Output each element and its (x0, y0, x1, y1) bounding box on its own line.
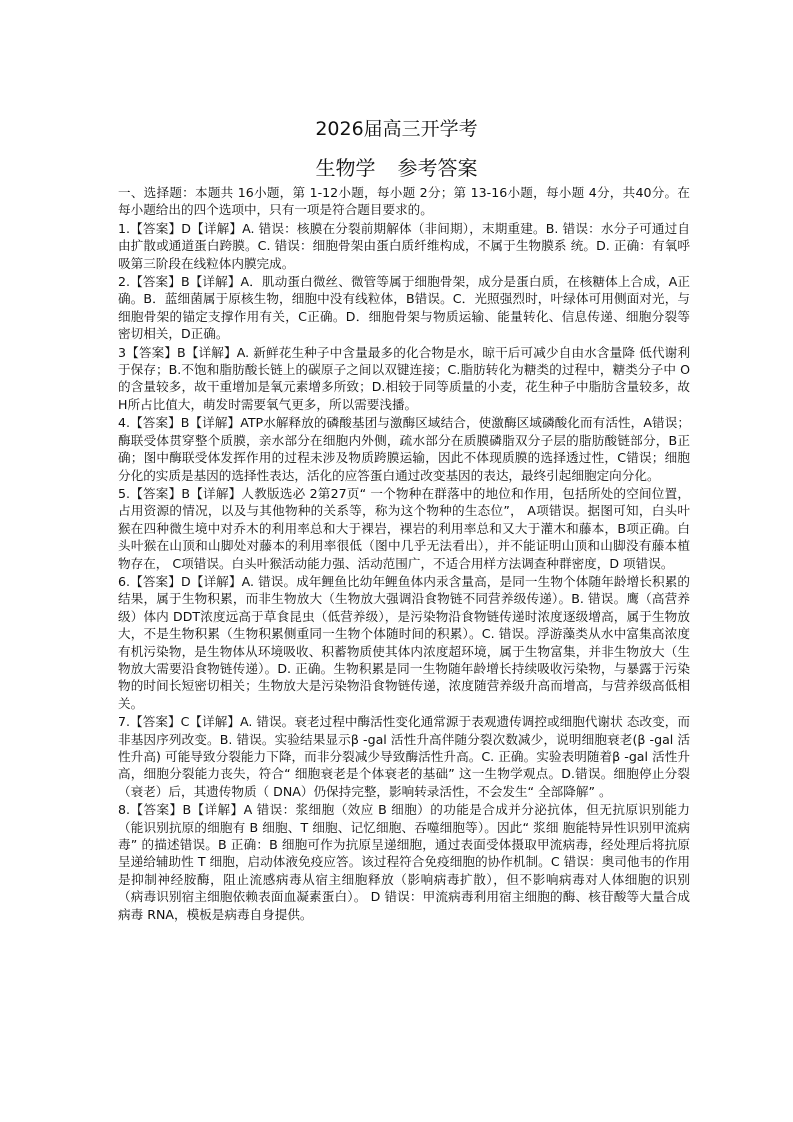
answer-item-3: 3【答案】B【详解】A. 新鲜花生种子中含量最多的化合物是水，晾干后可减少自由水含量降 低代谢利于保存；B.不饱和脂肪酸长链上的碳原子之间以双键连接；C.脂肪转化为糖类的过程中，糖类分子中 O的含量较多，故干重增加是氧元素增多所致；D.相较于同等质量的小麦，花生种子中脂肪含量较多，故 H所占比值大，萌发时需要氧气更多，所以需要浅播。 (118, 344, 690, 412)
section-intro: 一、选择题：本题共 16小题，第 1-12小题，每小题 2分；第 13-16小题，每小题 4分，共40分。在每小题给出的四个选项中，只有一项是符合题目要求的。 (118, 185, 690, 218)
subject-name: 生物学 (315, 156, 376, 180)
answer-item-7: 7.【答案】C【详解】A. 错误。衰老过程中酶活性变化通常源于表观遗传调控或细胞代谢状 态改变，而非基因序列改变。B. 错误。实验结果显示β -gal 活性升高伴随分裂次数减少，说明细胞衰老(β -gal 活性升高) 可能导致分裂能力下降，而非分裂减少导致酶活性升高。C. 正确。实验表明随着β -gal 活性升高，细胞分裂能力丧失，符合“ 细胞衰老是个体衰老的基础” 这一生物学观点。D.错误。细胞停止分裂（衰老）后，其遗传物质（ DNA）仍保持完整，影响转录活性，不会发生“ 全部降解” 。 (118, 714, 690, 799)
answer-key-label: 参考答案 (397, 156, 478, 180)
answer-item-2: 2.【答案】B【详解】A．肌动蛋白微丝、微管等属于细胞骨架，成分是蛋白质，在核糖体上合成，A正确。B．蓝细菌属于原核生物，细胞中没有线粒体，B错误。C．光照强烈时，叶绿体可用侧面对光，与细胞骨架的锚定支撑作用有关，C正确。D．细胞骨架与物质运输、能量转化、信息传递、细胞分裂等密切相关，D正确。 (118, 274, 690, 342)
answer-item-6: 6.【答案】D【详解】A. 错误。成年鲤鱼比幼年鲤鱼体内汞含量高，是同一生物个体随年龄增长积累的结果，属于生物积累，而非生物放大（生物放大强调沿食物链不同营养级传递）。B. 错误。鹰（高营养级）体内 DDT浓度远高于草食昆虫（低营养级），是污染物沿食物链传递时浓度逐级增高，属于生物放大，不是生物积累（生物积累侧重同一生物个体随时间的积累）。C. 错误。浮游藻类从水中富集高浓度有机污染物，是生物体从环境吸收、积蓄物质使其体内浓度超环境，属于生物富集，并非生物放大（生物放大需要沿食物链传递）。D. 正确。生物积累是同一生物随年龄增长持续吸收污染物，与暴露于污染物的时间长短密切相关；生物放大是污染物沿食物链传递，浓度随营养级升高而增高，与营养级高低相关。 (118, 573, 690, 711)
answer-content (118, 184, 690, 923)
answer-item-4: 4.【答案】B【详解】ATP水解释放的磷酸基团与激酶区域结合，使激酶区域磷酸化而有活性，A错误；酶联受体贯穿整个质膜，亲水部分在细胞内外侧，疏水部分在质膜磷脂双分子层的脂肪酸链部分，B正确；图中酶联受体发挥作用的过程未涉及物质跨膜运输，因此不体现质膜的选择透过性，C错误；细胞分化的实质是基因的选择性表达，活化的应答蛋白通过改变基因的表达，最终引起细胞定向分化。 (118, 415, 690, 483)
answer-item-1: 1.【答案】D【详解】A. 错误：核膜在分裂前期解体（非间期），末期重建。B. 错误：水分子可通过自由扩散或通道蛋白跨膜。C. 错误：细胞骨架由蛋白质纤维构成，不属于生物膜系 统。D. 正确：有氧呼吸第三阶段在线粒体内膜完成。 (118, 220, 690, 271)
answer-item-8: 8.【答案】B【详解】A 错误：浆细胞（效应 B 细胞）的功能是合成并分泌抗体，但无抗原识别能力（能识别抗原的细胞有 B 细胞、T 细胞、记忆细胞、吞噬细胞等）。因此“ 浆细 胞能特异性识别甲流病毒” 的描述错误。B 正确：B 细胞可作为抗原呈递细胞，通过表面受体摄取甲流病毒，经处理后将抗原呈递给辅助性 T 细胞，启动体液免疫应答。该过程符合免疫细胞的协作机制。C 错误：奥司他韦的作用是抑制神经胺酶，阻止流感病毒从宿主细胞释放（影响病毒扩散），但不影响病毒对人体细胞的识别（病毒识别宿主细胞依赖表面血凝素蛋白）。 D 错误：甲流病毒利用宿主细胞的酶、核苷酸等大量合成病毒 RNA，模板是病毒自身提供。 (118, 802, 690, 922)
subject-title (0, 152, 793, 181)
answer-item-5: 5.【答案】B【详解】人教版选必 2第27页“ 一个物种在群落中的地位和作用，包括所处的空间位置，占用资源的情况，以及与其他物种的关系等，称为这个物种的生态位”， A项错误。据图可知，白头叶猴在四种微生境中对乔木的利用率总和大于裸岩，裸岩的利用率总和又大于灌木和藤本，B项正确。白头叶猴在山顶和山脚处对藤本的利用率很低（图中几乎无法看出），并不能证明山顶和山脚没有藤本植物存在， C项错误。白头叶猴活动能力强、活动范围广，不适合用样方法调查种群密度，D 项错误。 (118, 485, 690, 571)
exam-title: 2026届高三开学考 (315, 118, 478, 140)
